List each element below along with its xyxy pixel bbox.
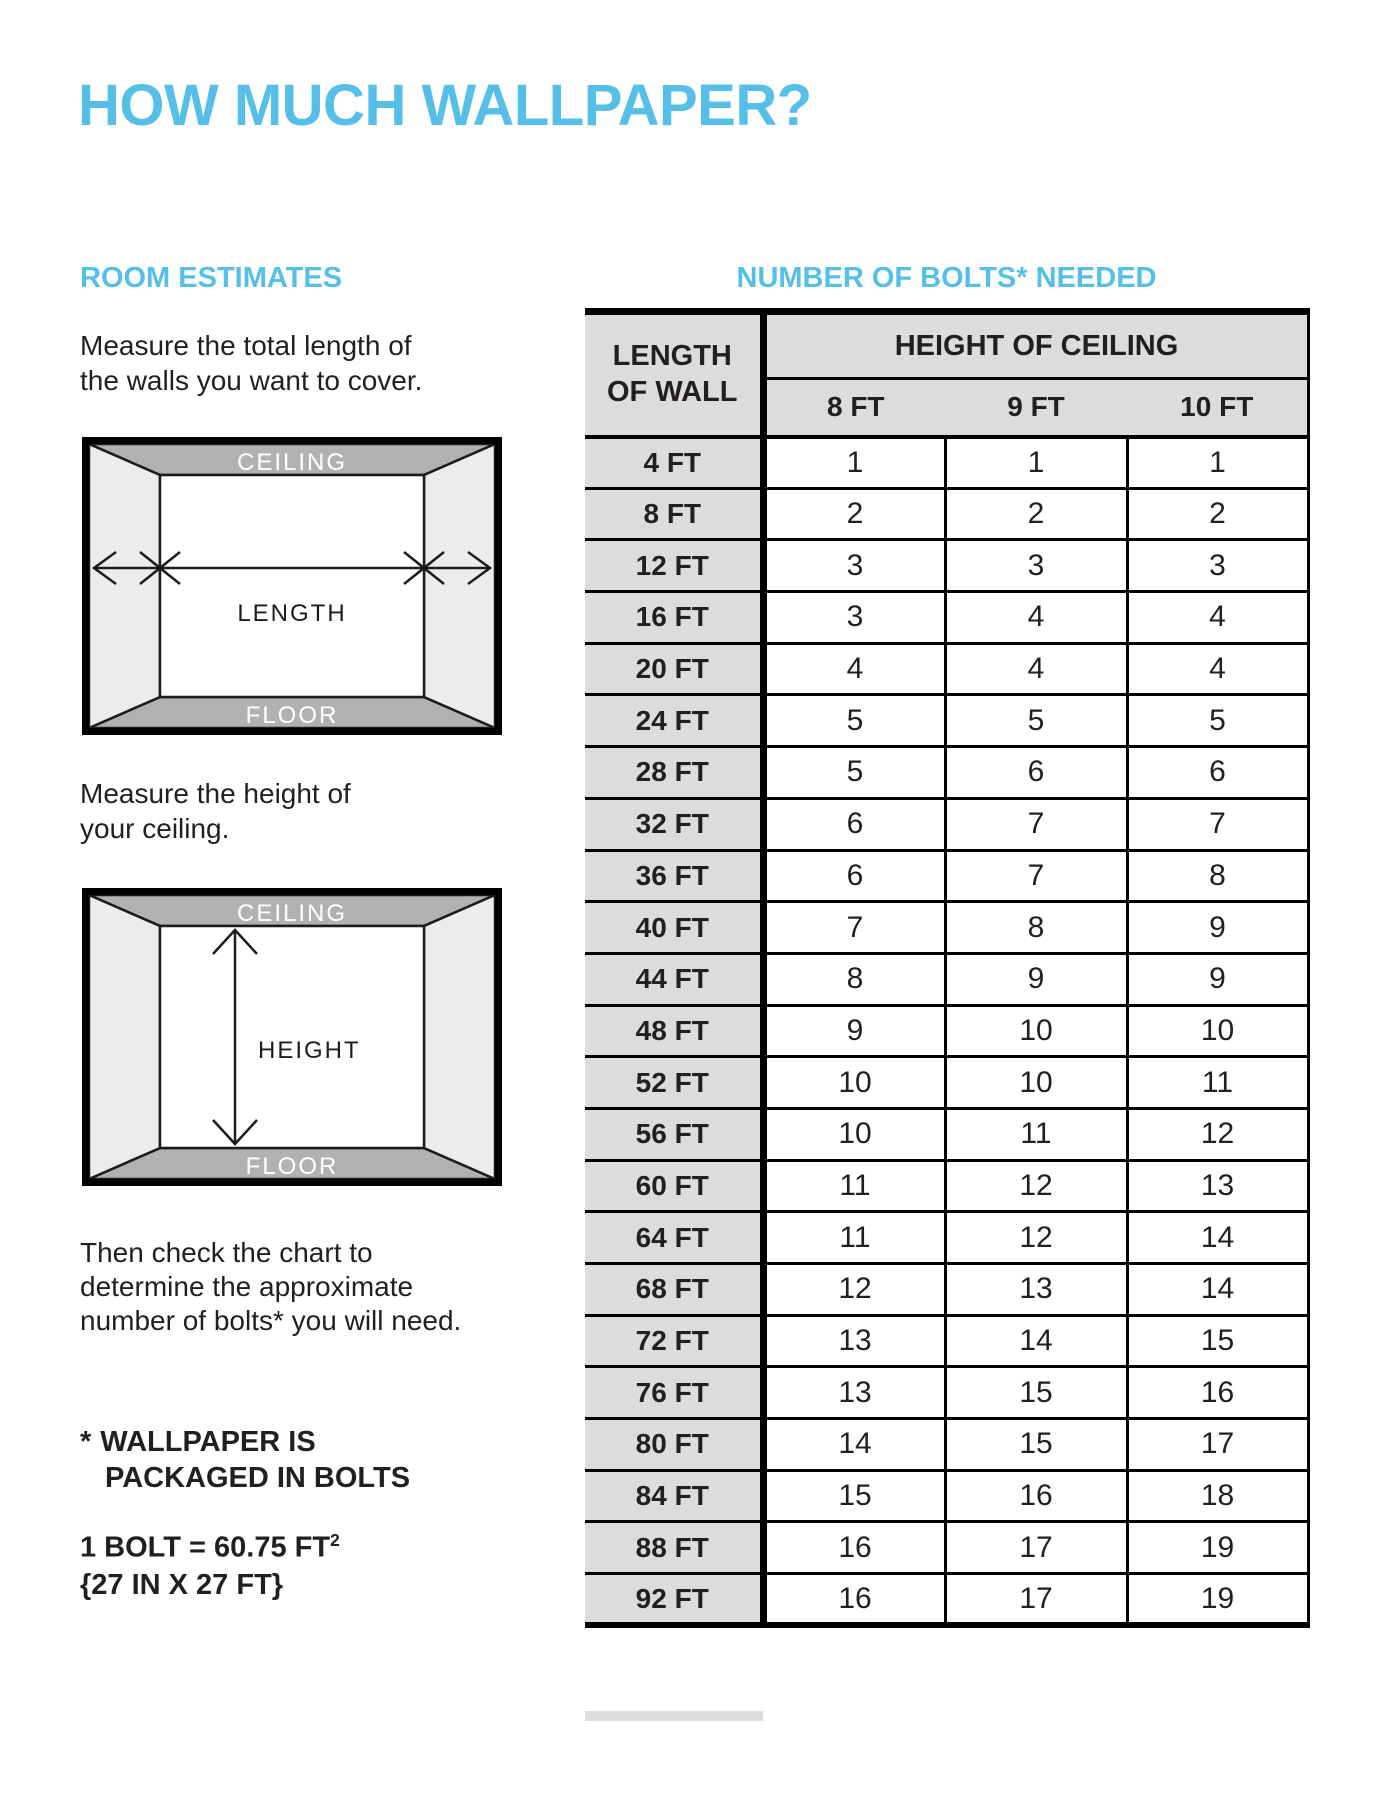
bolt-size-spec [80,1522,340,1604]
row-bolt-cell: 17 [945,1522,1127,1574]
row-bolt-cell: 17 [1127,1419,1308,1471]
row-length-cell: 76 FT [585,1367,763,1419]
row-length-cell: 56 FT [585,1108,763,1160]
room-estimates-heading: ROOM ESTIMATES [80,262,343,294]
row-length-cell: 68 FT [585,1264,763,1316]
footnote-text: WALLPAPER IS [100,1426,316,1458]
table-row [585,437,1308,489]
row-bolt-cell: 8 [945,902,1127,954]
row-bolt-cell: 7 [1127,798,1308,850]
row-bolt-cell: 4 [1127,643,1308,695]
row-bolt-cell: 7 [763,902,945,954]
row-bolt-cell: 2 [1127,488,1308,540]
row-bolt-cell: 2 [945,488,1127,540]
row-bolt-cell: 12 [945,1160,1127,1212]
row-bolt-cell: 14 [1127,1212,1308,1264]
height-of-ceiling-header: HEIGHT OF CEILING [763,312,1308,379]
row-bolt-cell: 15 [945,1419,1127,1471]
row-bolt-cell: 3 [763,592,945,644]
row-bolt-cell: 15 [763,1470,945,1522]
table-footer-strip [585,1711,763,1721]
row-bolt-cell: 10 [1127,1005,1308,1057]
row-bolt-cell: 12 [1127,1108,1308,1160]
row-bolt-cell: 10 [945,1057,1127,1109]
row-bolt-cell: 17 [945,1574,1127,1626]
row-bolt-cell: 5 [763,747,945,799]
row-length-cell: 24 FT [585,695,763,747]
row-bolt-cell: 4 [763,643,945,695]
row-bolt-cell: 1 [1127,437,1308,489]
row-length-cell: 12 FT [585,540,763,592]
row-length-cell: 64 FT [585,1212,763,1264]
row-length-cell: 36 FT [585,850,763,902]
row-bolt-cell: 10 [763,1057,945,1109]
row-bolt-cell: 11 [763,1212,945,1264]
row-bolt-cell: 13 [763,1367,945,1419]
table-row [585,1367,1308,1419]
table-row [585,1419,1308,1471]
col-header-10ft: 10 FT [1127,379,1308,437]
row-bolt-cell: 14 [763,1419,945,1471]
room-length-diagram [82,437,502,735]
bolts-table-container [585,308,1310,1628]
height-measure-label: HEIGHT [258,1037,361,1064]
col-header-8ft: 8 FT [763,379,945,437]
row-length-cell: 32 FT [585,798,763,850]
row-bolt-cell: 18 [1127,1470,1308,1522]
row-length-cell: 60 FT [585,1160,763,1212]
row-bolt-cell: 6 [1127,747,1308,799]
row-bolt-cell: 4 [945,643,1127,695]
footnote-line: PACKAGED IN BOLTS [105,1462,411,1494]
ceiling-label: CEILING [236,449,348,476]
table-row [585,540,1308,592]
row-bolt-cell: 9 [763,1005,945,1057]
row-bolt-cell: 2 [763,488,945,540]
row-bolt-cell: 15 [945,1367,1127,1419]
row-bolt-cell: 19 [1127,1522,1308,1574]
instruction-line: your ceiling. [80,813,230,844]
table-row [585,953,1308,1005]
row-length-cell: 20 FT [585,643,763,695]
row-bolt-cell: 8 [1127,850,1308,902]
row-bolt-cell: 6 [763,798,945,850]
bolts-table [585,308,1310,1628]
row-bolt-cell: 12 [763,1264,945,1316]
row-length-cell: 28 FT [585,747,763,799]
col-header-9ft: 9 FT [945,379,1127,437]
row-length-cell: 8 FT [585,488,763,540]
measure-length-instruction [80,328,422,398]
left-wall [89,444,160,728]
table-row [585,798,1308,850]
table-row [585,1057,1308,1109]
table-row [585,850,1308,902]
back-wall [160,475,424,697]
row-bolt-cell: 16 [763,1522,945,1574]
table-row [585,488,1308,540]
table-row [585,1470,1308,1522]
table-row [585,1315,1308,1367]
room-height-diagram [82,888,502,1186]
row-bolt-cell: 11 [945,1108,1127,1160]
table-row [585,695,1308,747]
table-row [585,1160,1308,1212]
measure-height-instruction [80,776,351,846]
row-bolt-cell: 14 [1127,1264,1308,1316]
row-bolt-cell: 19 [1127,1574,1308,1626]
row-length-cell: 48 FT [585,1005,763,1057]
instruction-line: Then check the chart to [80,1237,373,1268]
footnote-line [80,1424,410,1460]
row-length-cell: 72 FT [585,1315,763,1367]
bolt-spec-line: {27 IN X 27 FT} [80,1568,284,1601]
row-bolt-cell: 11 [763,1160,945,1212]
page-title: HOW MUCH WALLPAPER? [78,73,812,138]
row-bolt-cell: 3 [1127,540,1308,592]
row-length-cell: 4 FT [585,437,763,489]
row-bolt-cell: 7 [945,850,1127,902]
row-bolt-cell: 10 [945,1005,1127,1057]
row-length-cell: 84 FT [585,1470,763,1522]
row-length-cell: 88 FT [585,1522,763,1574]
check-chart-instruction [80,1236,461,1338]
left-wall [89,895,160,1179]
right-wall [424,895,495,1179]
ceiling-label: CEILING [236,900,348,927]
table-row [585,747,1308,799]
row-bolt-cell: 5 [945,695,1127,747]
table-row [585,1005,1308,1057]
row-bolt-cell: 16 [945,1470,1127,1522]
instruction-line: number of bolts* you will need. [80,1305,462,1336]
row-bolt-cell: 6 [763,850,945,902]
instruction-line: Measure the height of [80,778,351,809]
row-bolt-cell: 9 [1127,902,1308,954]
row-bolt-cell: 16 [763,1574,945,1626]
floor-label: FLOOR [245,702,339,729]
instruction-line: Measure the total length of [80,330,412,361]
row-length-cell: 44 FT [585,953,763,1005]
superscript-2: 2 [330,1530,340,1550]
row-length-cell: 40 FT [585,902,763,954]
instruction-line: determine the approximate [80,1271,414,1302]
length-measure-label: LENGTH [237,600,347,627]
row-bolt-cell: 9 [1127,953,1308,1005]
instruction-line: the walls you want to cover. [80,365,423,396]
row-bolt-cell: 9 [945,953,1127,1005]
table-row [585,1574,1308,1626]
table-row [585,1212,1308,1264]
table-row [585,1264,1308,1316]
row-bolt-cell: 3 [945,540,1127,592]
floor-label: FLOOR [245,1153,339,1180]
bolt-table-body [585,437,1308,1626]
row-bolt-cell: 1 [945,437,1127,489]
asterisk: * [80,1426,92,1458]
row-bolt-cell: 8 [763,953,945,1005]
table-row [585,1522,1308,1574]
row-bolt-cell: 13 [945,1264,1127,1316]
row-bolt-cell: 10 [763,1108,945,1160]
row-bolt-cell: 13 [763,1315,945,1367]
row-bolt-cell: 3 [763,540,945,592]
row-bolt-cell: 16 [1127,1367,1308,1419]
row-bolt-cell: 11 [1127,1057,1308,1109]
row-bolt-cell: 12 [945,1212,1127,1264]
number-of-bolts-heading: NUMBER OF BOLTS* NEEDED [736,262,1157,294]
table-header-row-top [585,312,1308,379]
row-bolt-cell: 4 [945,592,1127,644]
row-length-cell: 52 FT [585,1057,763,1109]
row-length-cell: 16 FT [585,592,763,644]
length-of-wall-header: LENGTH OF WALL [585,312,763,437]
row-bolt-cell: 15 [1127,1315,1308,1367]
table-row [585,643,1308,695]
row-bolt-cell: 4 [1127,592,1308,644]
row-bolt-cell: 7 [945,798,1127,850]
table-row [585,592,1308,644]
row-length-cell: 92 FT [585,1574,763,1626]
wallpaper-bolts-footnote [80,1424,410,1496]
row-length-cell: 80 FT [585,1419,763,1471]
table-row [585,902,1308,954]
table-row [585,1108,1308,1160]
bolt-spec-line: 1 BOLT = 60.75 $FT^2$ [80,1530,340,1564]
row-bolt-cell: 6 [945,747,1127,799]
row-bolt-cell: 5 [1127,695,1308,747]
row-bolt-cell: 1 [763,437,945,489]
row-bolt-cell: 14 [945,1315,1127,1367]
row-bolt-cell: 13 [1127,1160,1308,1212]
right-wall [424,444,495,728]
row-bolt-cell: 5 [763,695,945,747]
